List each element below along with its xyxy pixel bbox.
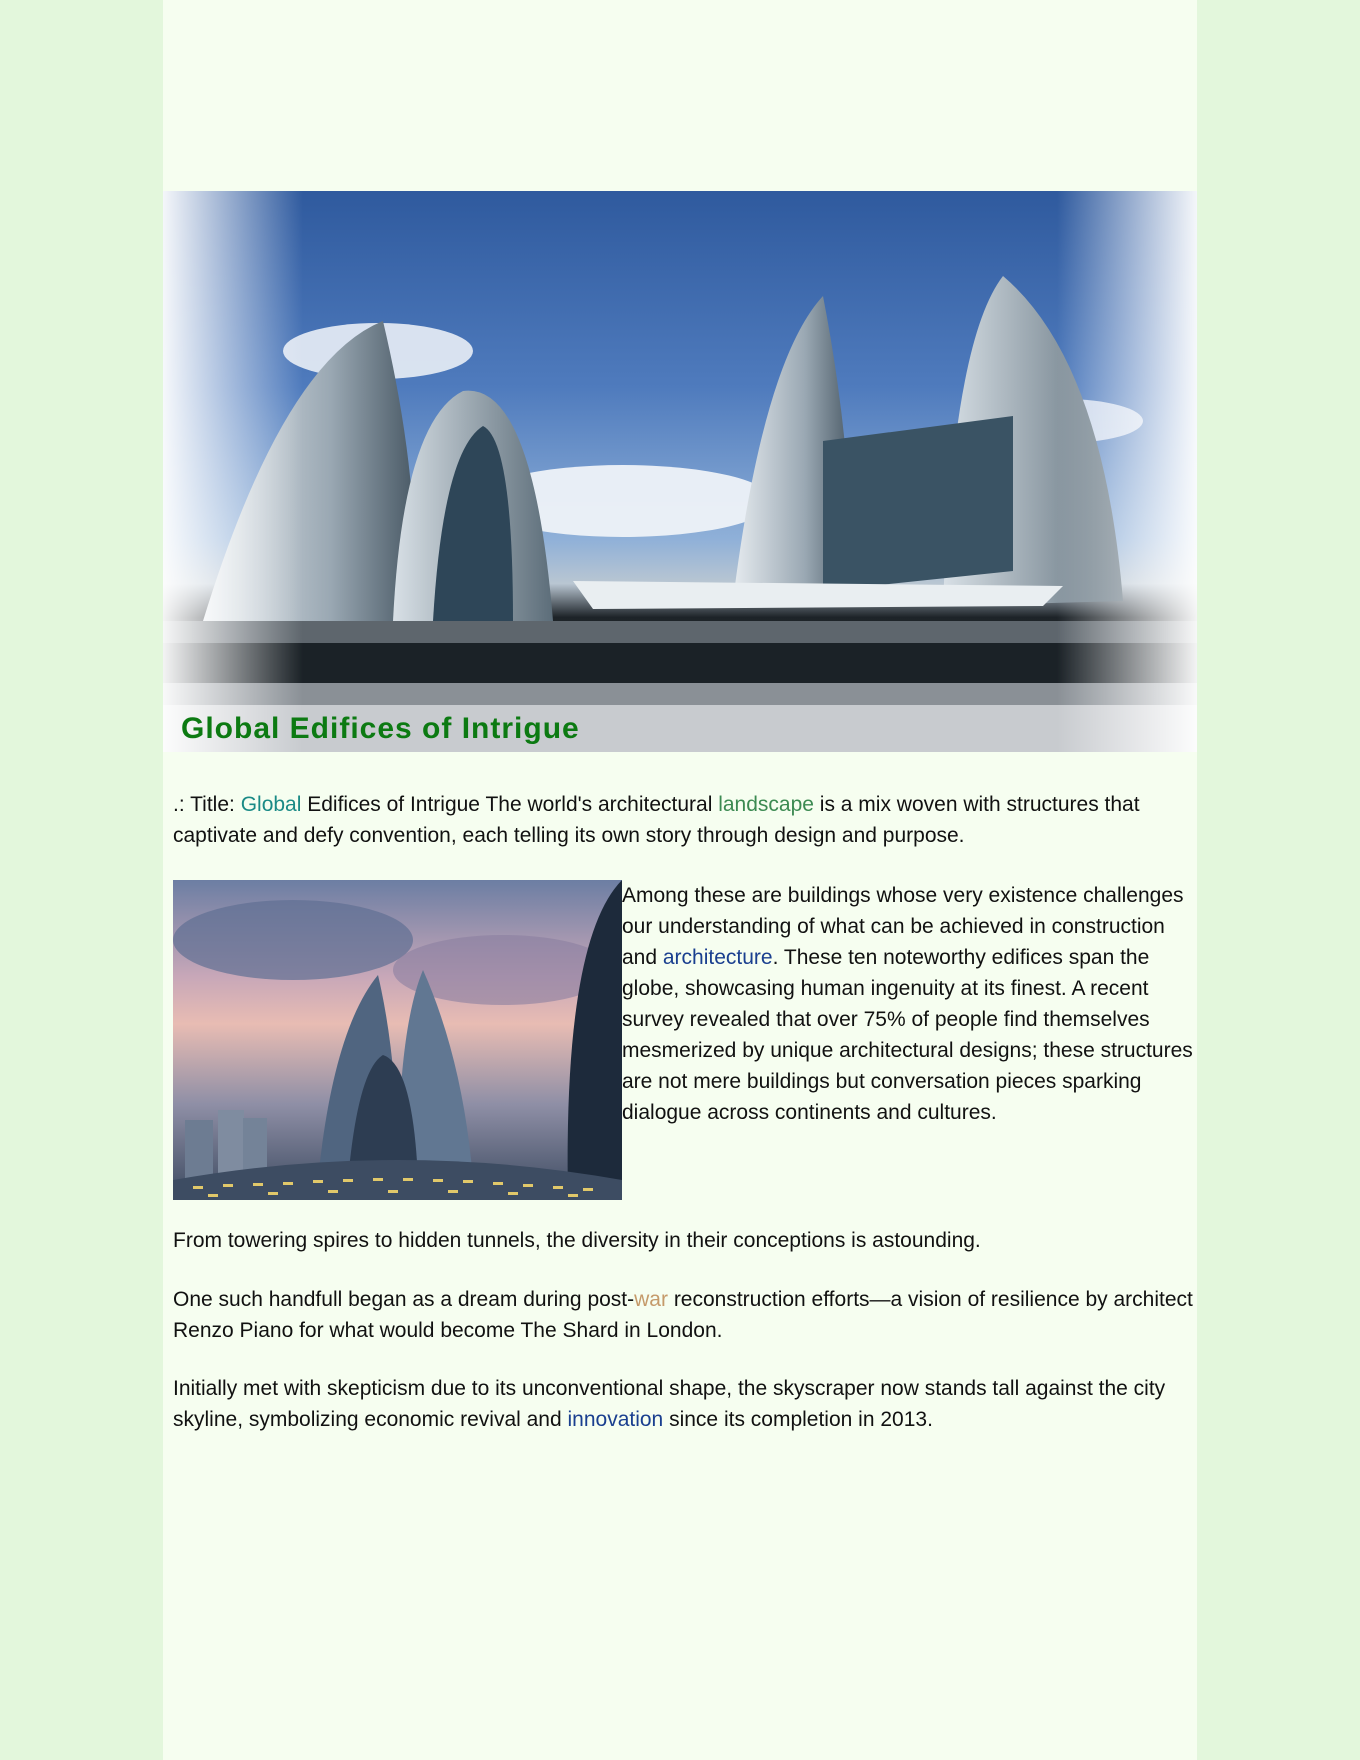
para5-before: Initially met with skepticism due to its unconventional shape, the skyscraper now stands tall against the city skyline, symbolizing economic revival and — [173, 1377, 1166, 1431]
para5-after: since its completion in 2013. — [663, 1408, 933, 1431]
intro-paragraph — [173, 789, 1197, 851]
feature-before: Among these are buildings whose very existence challenges our understanding of what can be achieved in construction and — [622, 884, 1184, 969]
link-innovation[interactable]: innovation — [567, 1408, 664, 1431]
intro-mid: Edifices of Intrigue The world's architectural — [301, 793, 719, 816]
link-architecture[interactable]: architecture — [662, 946, 773, 969]
banner-title: Global Edifices of Intrigue — [181, 712, 580, 745]
intro-suffix: is a mix woven with structures that captivate and defy convention, each telling its own story through design and purpose. — [173, 793, 1140, 847]
link-landscape[interactable]: landscape — [718, 793, 814, 816]
intro-prefix: .: Title: — [173, 793, 241, 816]
diversity-paragraph: From towering spires to hidden tunnels, the diversity in their conceptions is astounding. — [173, 1229, 981, 1252]
feature-after: . These ten noteworthy edifices span the globe, showcasing human ingenuity at its finest. A recent survey revealed that over 75% of people find themselves mesmerized by unique architectural designs; these structures are not mere buildings but conversation pieces sparking dialogue across continents and cultures. — [622, 946, 1193, 1124]
content-column — [163, 0, 1197, 1760]
header-banner-image — [163, 191, 1197, 752]
shard-origin-paragraph — [173, 1284, 1197, 1346]
opera-house-illustration — [173, 880, 622, 1200]
link-global[interactable]: Global — [240, 793, 302, 816]
opera-house-photo — [173, 880, 622, 1200]
para4-after: reconstruction efforts—a vision of resilience by architect Renzo Piano for what would become The Shard in London. — [173, 1288, 1193, 1342]
para4-before: One such handfull began as a dream during post- — [173, 1288, 635, 1311]
skyscraper-paragraph — [173, 1373, 1197, 1435]
banner-illustration — [163, 191, 1197, 752]
link-war[interactable]: war — [634, 1288, 668, 1311]
feature-paragraph — [622, 880, 1202, 1128]
